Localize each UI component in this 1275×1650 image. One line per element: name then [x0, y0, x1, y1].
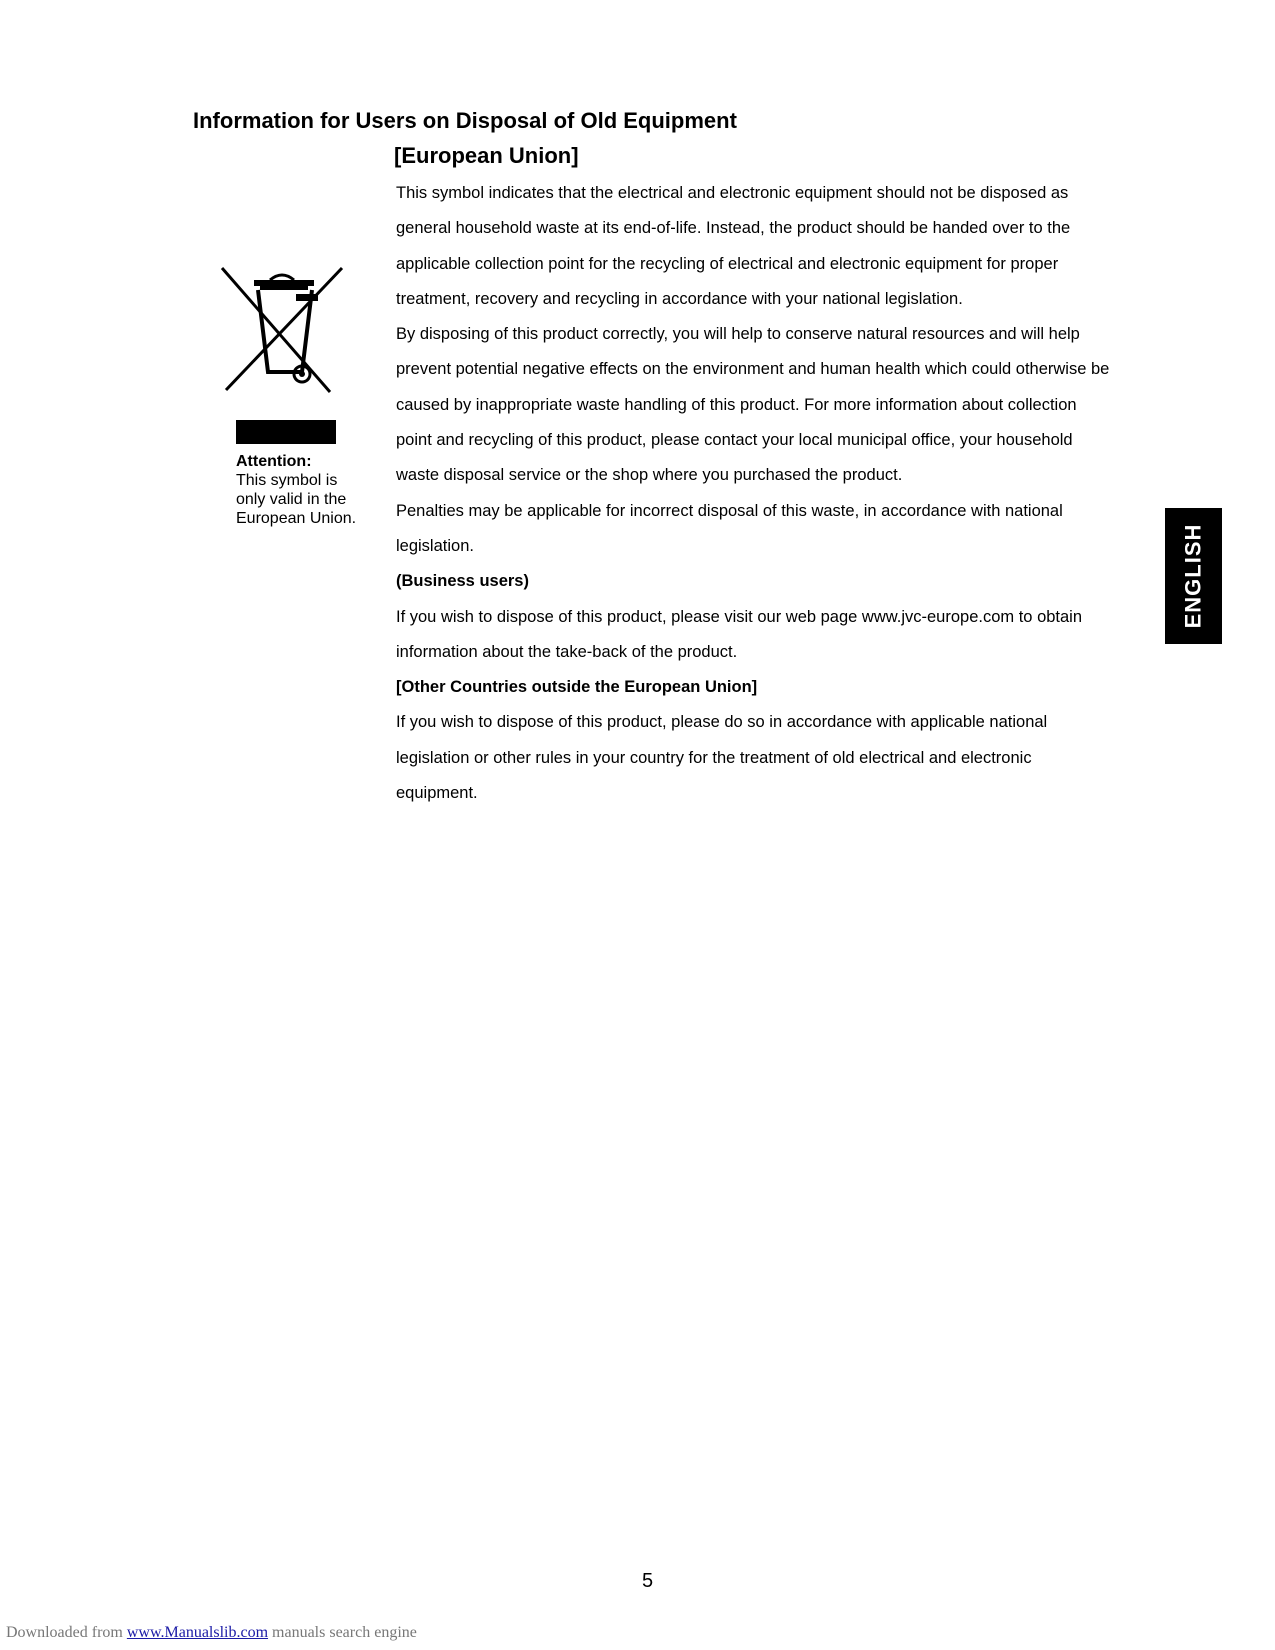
paragraph-business-users: If you wish to dispose of this product, please visit our web page www.jvc-europe.com to obtain information about the take-back of the product.: [396, 607, 1083, 661]
paragraph-penalties: Penalties may be applicable for incorrect disposal of this waste, in accordance with national legislation.: [396, 501, 1063, 555]
paragraph-symbol-meaning: This symbol indicates that the electrical and electronic equipment should not be disposed as general household waste at its end-of-life. Instead, the product should be handed over to the applicable collection point for the recycling of electrical and electronic equipment for proper treatment, recovery and recycling in accordance with your national legislation.: [396, 184, 1071, 308]
page-number: 5: [641, 1570, 654, 1592]
paragraph-other-countries: If you wish to dispose of this product, please do so in accordance with applicable national legislation or other rules in your country for the treatment of old electrical and electronic equipment.: [396, 713, 1048, 803]
attention-label: Attention:: [236, 453, 312, 470]
subheading-other-countries: [Other Countries outside the European Union]: [396, 678, 758, 697]
attention-text-line: only valid in the: [236, 491, 347, 508]
footer-prefix: Downloaded from: [6, 1624, 123, 1641]
footer-suffix: manuals search engine: [272, 1624, 417, 1641]
crossed-out-wheelie-bin-icon: [214, 256, 350, 398]
manualslib-link[interactable]: www.Manualslib.com: [126, 1624, 269, 1641]
language-tab: [1165, 508, 1222, 644]
body-text: [396, 176, 1116, 811]
download-footer: [6, 1624, 417, 1642]
paragraph-disposal-benefits: By disposing of this product correctly, you will help to conserve natural resources and will help prevent potential negative effects on the environment and human health which could otherwise be caused by inappropriate waste handling of this product. For more information about collection point and recycling of this product, please contact your local municipal office, your household waste disposal service or the shop where you purchased the product.: [396, 325, 1110, 485]
attention-text-line: European Union.: [236, 510, 357, 527]
attention-note: [236, 452, 376, 528]
page-title: Information for Users on Disposal of Old Equipment: [193, 108, 737, 133]
language-tab-label: ENGLISH: [1180, 523, 1206, 629]
attention-text-line: This symbol is: [236, 472, 338, 489]
subheading-business-users: (Business users): [396, 572, 529, 591]
symbol-bar: [236, 420, 336, 444]
section-title: [European Union]: [394, 143, 579, 168]
